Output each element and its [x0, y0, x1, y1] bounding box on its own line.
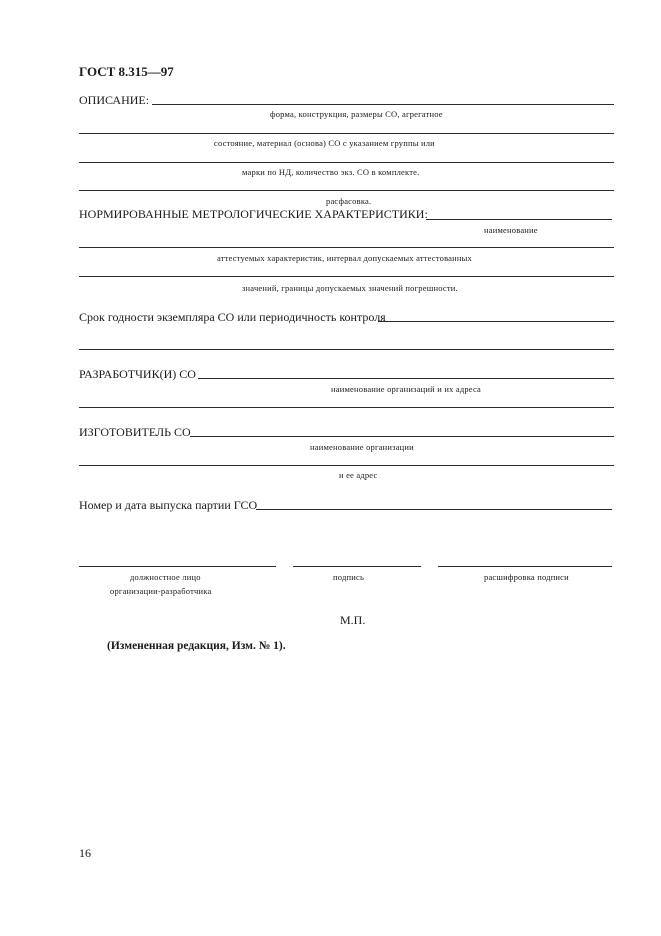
- manufacturer-caption-1: наименование организации: [310, 442, 414, 452]
- manufacturer-caption-2: и ее адрес: [339, 470, 378, 480]
- metrology-label: НОРМИРОВАННЫЕ МЕТРОЛОГИЧЕСКИЕ ХАРАКТЕРИСТИКИ:: [79, 207, 428, 221]
- manufacturer-line-1: [190, 436, 614, 437]
- page-number: 16: [79, 846, 91, 860]
- metrology-line-2: [79, 247, 614, 248]
- signature-caption: подпись: [333, 572, 365, 582]
- signature-line: [293, 566, 421, 567]
- metrology-caption-1: наименование: [484, 225, 538, 235]
- decoding-caption: расшифровка подписи: [484, 572, 569, 582]
- description-caption-1: форма, конструкция, размеры СО, агрегатное: [270, 109, 443, 119]
- description-line-1: [152, 104, 614, 105]
- document-code: ГОСТ 8.315—97: [79, 64, 174, 79]
- description-caption-3: марки по НД, количество экз. СО в комплекте.: [242, 167, 420, 177]
- description-line-4: [79, 190, 614, 191]
- description-line-3: [79, 162, 614, 163]
- description-caption-2: состояние, материал (основа) СО с указанием группы или: [214, 138, 435, 148]
- batch-label: Номер и дата выпуска партии ГСО: [79, 498, 258, 512]
- shelf-life-line-1: [378, 321, 614, 322]
- description-label: ОПИСАНИЕ:: [79, 93, 150, 107]
- amendment-note: (Измененная редакция, Изм. № 1).: [107, 640, 286, 652]
- description-caption-4: расфасовка.: [326, 196, 372, 206]
- manufacturer-label: ИЗГОТОВИТЕЛЬ СО: [79, 425, 191, 439]
- position-caption-1: должностное лицо: [130, 572, 201, 582]
- developer-caption: наименование организаций и их адреса: [331, 384, 482, 394]
- batch-line: [256, 509, 612, 510]
- position-signature-line: [79, 566, 276, 567]
- shelf-life-label: Срок годности экземпляра СО или периодичность контроля: [79, 310, 386, 324]
- metrology-line-1: [426, 219, 612, 220]
- shelf-life-line-2: [79, 349, 614, 350]
- developer-label: РАЗРАБОТЧИК(И) СО: [79, 367, 196, 381]
- metrology-caption-2: аттестуемых характеристик, интервал допускаемых аттестованных: [217, 253, 473, 263]
- developer-line-2: [79, 407, 614, 408]
- stamp-place: М.П.: [340, 613, 366, 627]
- position-caption-2: организации-разработчика: [110, 586, 212, 596]
- metrology-line-3: [79, 276, 614, 277]
- metrology-caption-3: значений, границы допускаемых значений погрешности.: [242, 283, 458, 293]
- decoding-signature-line: [438, 566, 612, 567]
- manufacturer-line-2: [79, 465, 614, 466]
- developer-line-1: [198, 378, 614, 379]
- description-line-2: [79, 133, 614, 134]
